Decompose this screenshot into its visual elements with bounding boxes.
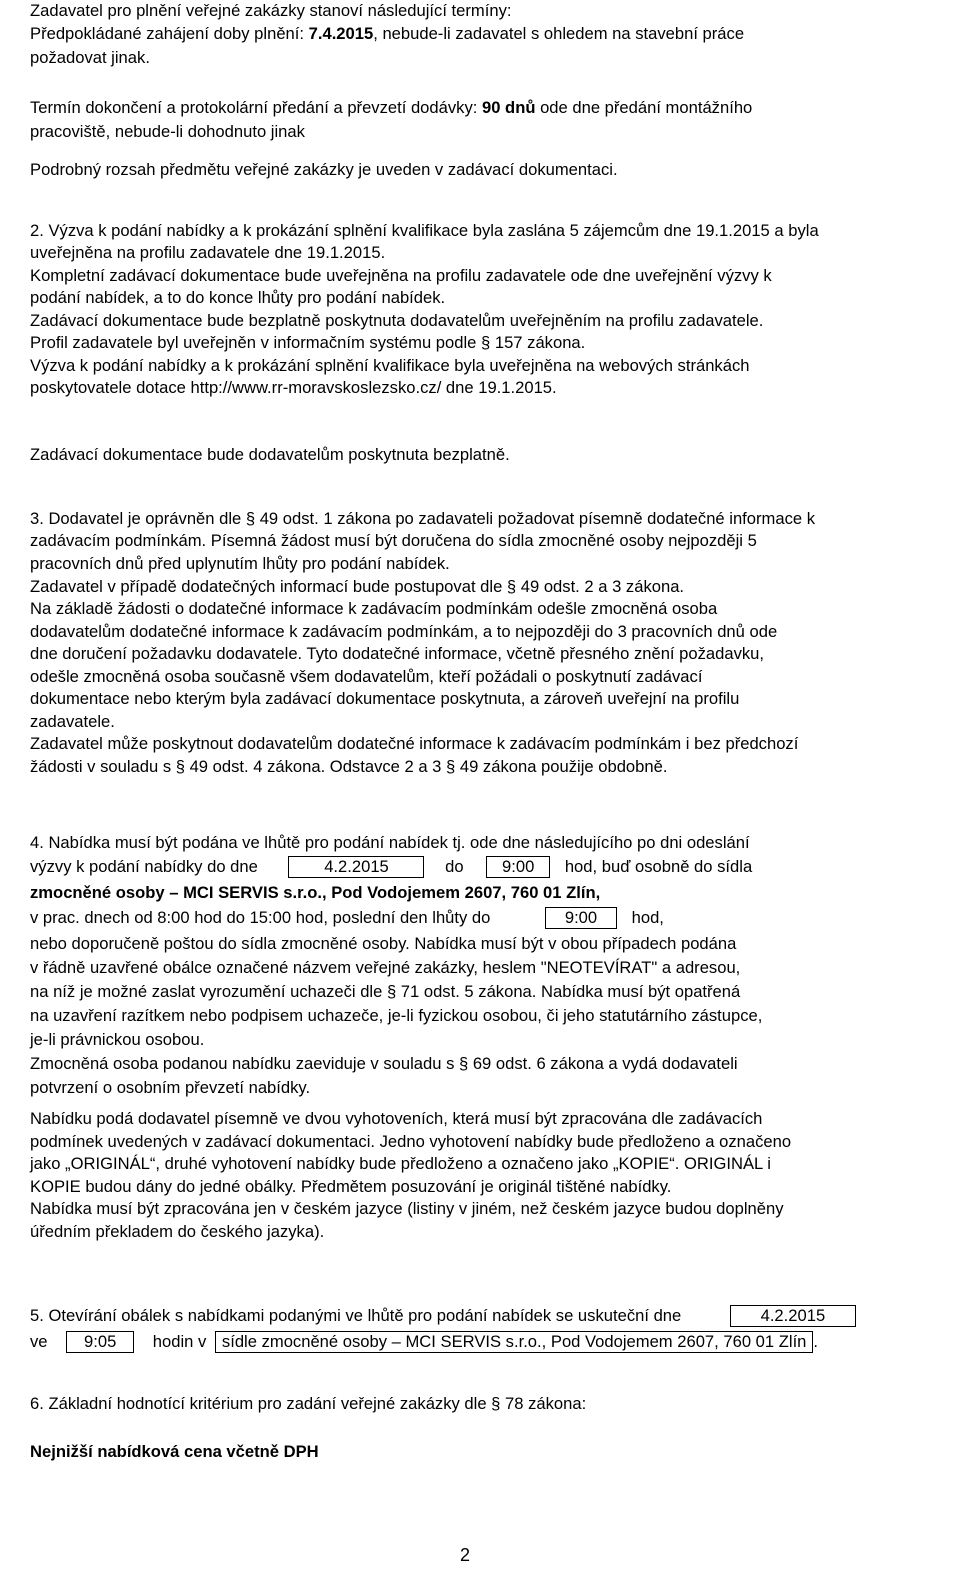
section-4-line: v řádně uzavřené obálce označené názvem veřejné zakázky, heslem "NEOTEVÍRAT" a adresou,	[30, 958, 741, 977]
section-2-line: Výzva k podání nabídky a k prokázání splnění kvalifikace byla uveřejněna na webových stránkách	[30, 356, 750, 375]
section-3-line: Na základě žádosti o dodatečné informace k zadávacím podmínkám odešle zmocněná osoba	[30, 599, 718, 618]
section-4-line: je-li právnickou osobou.	[30, 1030, 205, 1049]
text-line: požadovat jinak.	[30, 48, 150, 67]
section-4-line: Nabídka musí být zpracována jen v českém jazyce (listiny v jiném, než českém jazyce budou doplněny	[30, 1199, 784, 1218]
section-2-line: uveřejněna na profilu zadavatele dne 19.1.2015.	[30, 243, 386, 262]
section-4-line: Zmocněná osoba podanou nabídku zaeviduje v souladu s § 69 odst. 6 zákona a vydá dodavateli	[30, 1054, 738, 1073]
section-2-line: poskytovatele dotace http://www.rr-moravskoslezsko.cz/ dne 19.1.2015.	[30, 378, 557, 397]
section-5-line: 5. Otevírání obálek s nabídkami podanými ve lhůtě pro podání nabídek se uskuteční dne 4.2.2015	[30, 1305, 856, 1327]
section-2-line: Profil zadavatele byl uveřejněn v informačním systému podle § 157 zákona.	[30, 333, 586, 352]
text-line: Termín dokončení a protokolární předání a převzetí dodávky: 90 dnů ode dne předání montážního	[30, 98, 753, 117]
evaluation-criterion: Nejnižší nabídková cena včetně DPH	[30, 1442, 319, 1461]
section-2-line: podání nabídek, a to do konce lhůty pro podání nabídek.	[30, 288, 446, 307]
page-number: 2	[459, 1545, 470, 1565]
section-3-line: pracovních dnů před uplynutím lhůty pro podání nabídek.	[30, 554, 450, 573]
section-2-line: Zadávací dokumentace bude dodavatelům poskytnuta bezplatně.	[30, 445, 510, 464]
section-4-line: jako „ORIGINÁL“, druhé vyhotovení nabídky bude předloženo a označeno jako „KOPIE“. ORIGINÁL i	[30, 1154, 771, 1173]
section-4-line: podmínek uvedených v zadávací dokumentaci. Jedno vyhotovení nabídky bude předloženo a označeno	[30, 1132, 792, 1151]
section-4-line: výzvy k podání nabídky do dne 4.2.2015 do 9:00 hod, buď osobně do sídla	[30, 857, 753, 876]
section-4-line: nebo doporučeně poštou do sídla zmocněné osoby. Nabídka musí být v obou případech podána	[30, 934, 737, 953]
section-3-line: žádosti v souladu s § 49 odst. 4 zákona. Odstavce 2 a 3 § 49 zákona použije obdobně.	[30, 757, 668, 776]
section-3-line: zadávacím podmínkám. Písemná žádost musí být doručena do sídla zmocněné osoby nejpozději 5	[30, 531, 757, 550]
section-4-line: v prac. dnech od 8:00 hod do 15:00 hod, poslední den lhůty do 9:00 hod,	[30, 908, 664, 927]
section-2-line: 2. Výzva k podání nabídky a k prokázání splnění kvalifikace byla zaslána 5 zájemcům dne 19.1.2015 a byla	[30, 221, 819, 240]
text-line: Zadavatel pro plnění veřejné zakázky stanoví následující termíny:	[30, 1, 512, 20]
section-6-line: 6. Základní hodnotící kritérium pro zadání veřejné zakázky dle § 78 zákona:	[30, 1394, 587, 1413]
section-4-line: 4. Nabídka musí být podána ve lhůtě pro podání nabídek tj. ode dne následujícího po dni odeslání	[30, 833, 750, 852]
section-3-line: Zadavatel v případě dodatečných informací bude postupovat dle § 49 odst. 2 a 3 zákona.	[30, 577, 685, 596]
section-4-line: úředním překladem do českého jazyka).	[30, 1222, 325, 1241]
deadline-time-field: 9:00	[545, 907, 617, 929]
text-line: Podrobný rozsah předmětu veřejné zakázky je uveden v zadávací dokumentaci.	[30, 160, 618, 179]
section-4-line: potvrzení o osobním převzetí nabídky.	[30, 1078, 311, 1097]
text-line: Předpokládané zahájení doby plnění: 7.4.2015, nebude-li zadavatel s ohledem na stavební práce	[30, 24, 745, 43]
section-3-line: dokumentace nebo kterým byla zadávací dokumentace poskytnuta, a zároveň uveřejní na profilu	[30, 689, 740, 708]
section-4-line: Nabídku podá dodavatel písemně ve dvou vyhotoveních, která musí být zpracována dle zadávacích	[30, 1109, 763, 1128]
section-3-line: 3. Dodavatel je oprávněn dle § 49 odst. 1 zákona po zadavateli požadovat písemně dodatečné informace k	[30, 509, 816, 528]
section-3-line: dne doručení požadavku dodavatele. Tyto dodatečné informace, včetně přesného znění požadavku,	[30, 644, 765, 663]
section-3-line: zadavatele.	[30, 712, 115, 731]
section-3-line: odešle zmocněná osoba současně všem dodavatelům, kteří požádali o poskytnutí zadávací	[30, 667, 703, 686]
section-3-line: dodavatelům dodatečné informace k zadávacím podmínkám, a to nejpozději do 3 pracovních dnů ode	[30, 622, 778, 641]
opening-date-field: 4.2.2015	[730, 1305, 856, 1327]
submission-time-field: 9:00	[486, 856, 550, 878]
submission-date-field: 4.2.2015	[288, 856, 424, 878]
section-4-line: na uzavření razítkem nebo podpisem uchazeče, je-li fyzickou osobou, či jeho statutárního zástupce,	[30, 1006, 763, 1025]
section-2-line: Zadávací dokumentace bude bezplatně poskytnuta dodavatelům uveřejněním na profilu zadavatele.	[30, 311, 764, 330]
opening-place-field: sídle zmocněné osoby – MCI SERVIS s.r.o., Pod Vodojemem 2607, 760 01 Zlín	[215, 1331, 813, 1353]
section-4-line: KOPIE budou dány do jedné obálky. Předmětem posuzování je originál tištěné nabídky.	[30, 1177, 672, 1196]
section-3-line: Zadavatel může poskytnout dodavatelům dodatečné informace k zadávacím podmínkám i bez předchozí	[30, 734, 799, 753]
section-2-line: Kompletní zadávací dokumentace bude uveřejněna na profilu zadavatele ode dne uveřejnění výzvy k	[30, 266, 772, 285]
text-line: pracoviště, nebude-li dohodnuto jinak	[30, 122, 305, 141]
section-4-line: na níž je možné zaslat vyrozumění uchazeči dle § 71 odst. 5 zákona. Nabídka musí být opatřená	[30, 982, 741, 1001]
section-5-line: ve 9:05 hodin v sídle zmocněné osoby – MCI SERVIS s.r.o., Pod Vodojemem 2607, 760 01 Zlín .	[30, 1332, 819, 1351]
opening-time-field: 9:05	[66, 1331, 134, 1353]
section-4-line: zmocněné osoby – MCI SERVIS s.r.o., Pod Vodojemem 2607, 760 01 Zlín,	[30, 883, 601, 902]
